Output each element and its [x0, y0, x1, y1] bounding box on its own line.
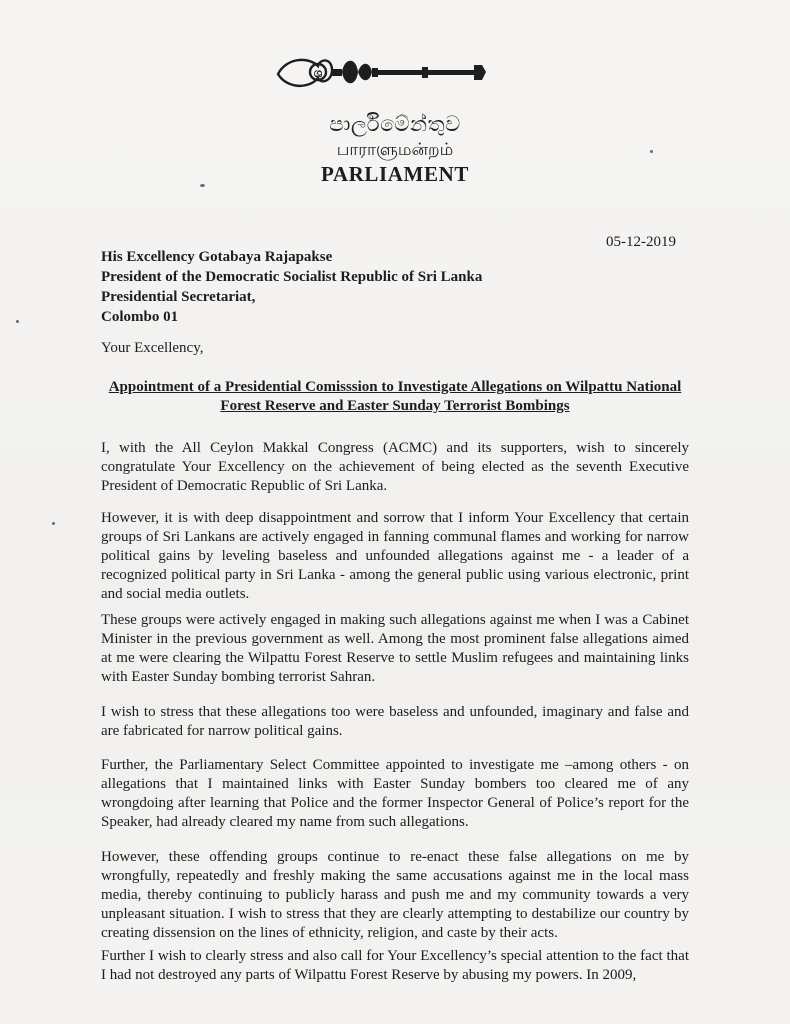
subject-line: Appointment of a Presidential Comisssion to Investigate Allegations on Wilpattu National Forest Reserve and Easter Sunday Terrorist Bombings [108, 379, 682, 414]
salutation: Your Excellency, [101, 340, 204, 356]
header-tamil-name: பாராளுமன்றம் [336, 140, 454, 160]
addressee-line: Presidential Secretariat, [101, 289, 256, 305]
body-paragraph: However, these offending groups continue to re-enact these false allegations on me by wrongfully, repeatedly and freshly making the same accusations against me in the local mass media, thereby continuing to publicly harass and push me and my community towards a very unpleasant situation. I wish to stress that they are clearly attempting to destabilize our country by creating dissension on the lines of ethnicity, religion, and caste by their acts. [101, 849, 689, 941]
svg-text:ශ: ශ [313, 66, 323, 80]
addressee-block [101, 247, 482, 327]
paper-speck [200, 184, 205, 187]
body-paragraph: These groups were actively engaged in making such allegations against me when I was a Cabinet Minister in the previous government as well. Among the most prominent false allegations aimed at me were clearing the Wilpattu Forest Reserve to settle Muslim refugees and maintaining links with Easter Sunday bombing terrorist Sahran. [101, 612, 689, 685]
body-paragraph: However, it is with deep disappointment and sorrow that I inform Your Excellency that certain groups of Sri Lankans are actively engaged in fanning communal flames and working for narrow political gains by leveling baseless and unfounded allegations against me - a leader of a recognized political party in Sri Lanka - among the general public using various electronic, print and social media outlets. [101, 510, 689, 602]
addressee-line: President of the Democratic Socialist Republic of Sri Lanka [101, 269, 483, 285]
parliament-mace-emblem-icon [272, 50, 492, 96]
paper-speck [16, 320, 19, 323]
body-paragraph: I wish to stress that these allegations too were baseless and unfounded, imaginary and false and are fabricated for narrow political gains. [101, 704, 689, 739]
addressee-line: Colombo 01 [101, 309, 179, 325]
body-paragraph: I, with the All Ceylon Makkal Congress (ACMC) and its supporters, wish to sincerely congratulate Your Excellency on the achievement of being elected as the seventh Executive President of Democratic Republic of Sri Lanka. [101, 440, 689, 494]
addressee-line: His Excellency Gotabaya Rajapakse [101, 249, 333, 265]
header-sinhala-name: පාර්ලිමේන්තුව [329, 112, 461, 136]
paper-speck [650, 150, 653, 153]
header-english-name: PARLIAMENT [321, 162, 469, 186]
paper-speck [52, 522, 55, 525]
body-paragraph: Further, the Parliamentary Select Committee appointed to investigate me –among others - on allegations that I maintained links with Easter Sunday bombers too cleared me of any wrongdoing after learning that Police and the former Inspector General of Police’s report for the Speaker, had already cleared my name from such allegations. [101, 757, 689, 830]
body-paragraph: Further I wish to clearly stress and also call for Your Excellency’s special attention to the fact that I had not destroyed any parts of Wilpattu Forest Reserve by abusing my powers. In 2009, [101, 948, 689, 983]
letter-date: 05-12-2019 [606, 234, 676, 250]
